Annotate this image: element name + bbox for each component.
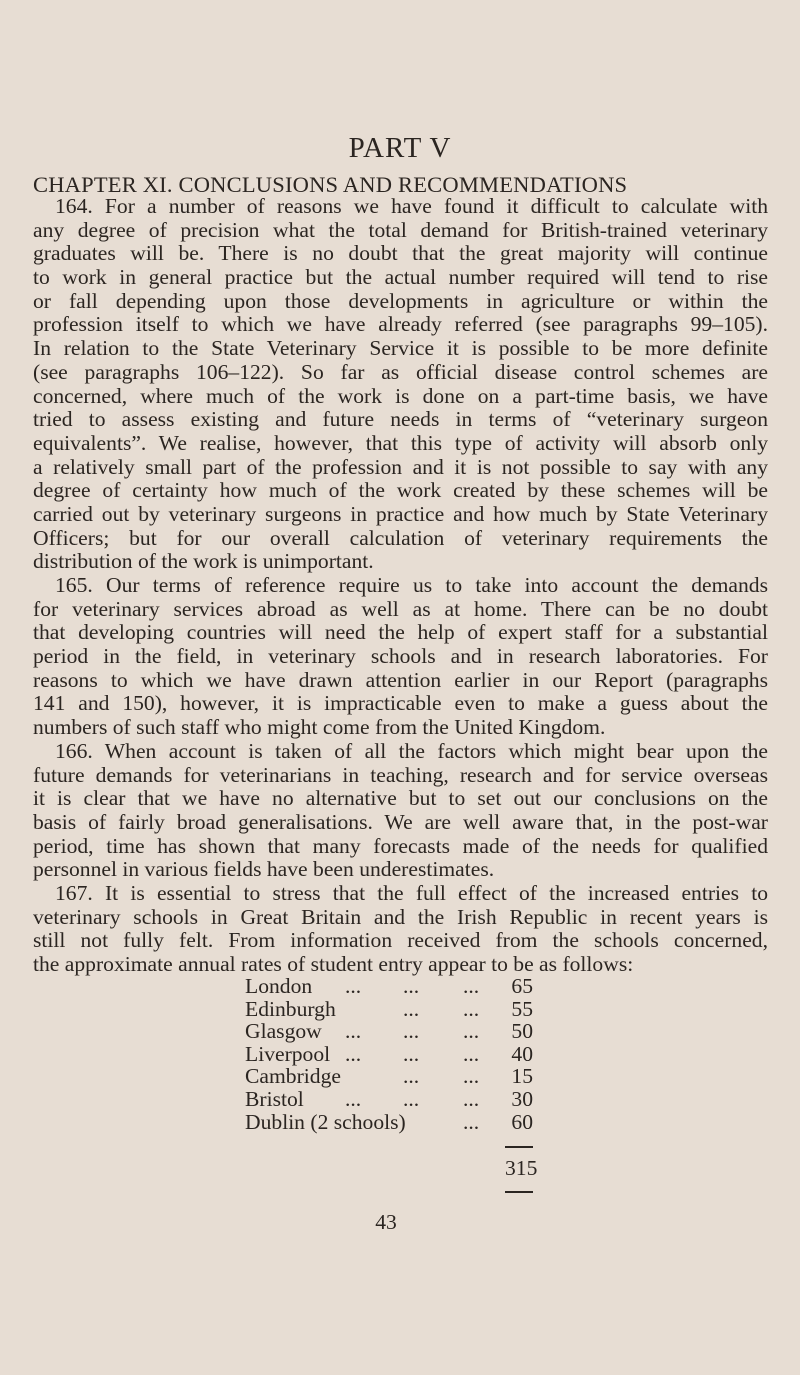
text-line: carried out by veterinary surgeons in practice and how much by State Veterinary bbox=[33, 501, 768, 526]
school-name: Dublin (2 schools) bbox=[245, 1109, 406, 1134]
text-line: period in the field, in veterinary schools and in research laboratories. For bbox=[33, 644, 768, 669]
page-number: 43 bbox=[375, 1210, 397, 1234]
text-line: tried to assess existing and future needs in terms of “veterinary surgeon bbox=[33, 407, 768, 432]
dot-leader: ... bbox=[463, 1019, 480, 1044]
text-line: veterinary schools in Great Britain and the Irish Republic in recent years is bbox=[33, 904, 768, 929]
school-name: London bbox=[245, 974, 313, 998]
chapter-title: CHAPTER XI. CONCLUSIONS AND RECOMMENDATIONS bbox=[33, 172, 628, 197]
text-line: reasons to which we have drawn attention earlier in our Report (paragraphs bbox=[33, 667, 768, 692]
text-line: any degree of precision what the total demand for British-trained veterinary bbox=[33, 217, 768, 242]
paragraph-165 bbox=[33, 574, 768, 740]
part-title: PART V bbox=[348, 132, 452, 164]
text-line: equivalents”. We realise, however, that this type of activity will absorb only bbox=[33, 430, 768, 455]
entry-value: 50 bbox=[511, 1019, 533, 1044]
paragraph-166 bbox=[33, 740, 768, 882]
text-line: Officers; but for our overall calculation of veterinary requirements the bbox=[33, 525, 768, 550]
dot-leader: ... bbox=[345, 974, 362, 998]
table-row bbox=[245, 1020, 545, 1043]
table-row bbox=[245, 975, 545, 998]
text-line: still not fully felt. From information received from the schools concerned, bbox=[33, 928, 768, 953]
entry-value: 55 bbox=[511, 996, 533, 1021]
dot-leader: ... bbox=[463, 974, 480, 998]
text-line: numbers of such staff who might come from the United Kingdom. bbox=[33, 715, 606, 740]
text-line: 167. It is essential to stress that the full effect of the increased entries to bbox=[55, 880, 768, 905]
text-line: 141 and 150), however, it is impracticable even to make a guess about the bbox=[33, 691, 768, 716]
text-line: personnel in various fields have been underestimates. bbox=[33, 857, 495, 882]
text-line: the approximate annual rates of student entry appear to be as follows: bbox=[33, 952, 634, 976]
text-line: distribution of the work is unimportant. bbox=[33, 549, 374, 574]
entry-value: 30 bbox=[511, 1086, 533, 1111]
dot-leader: ... bbox=[463, 996, 480, 1021]
text-line: period, time has shown that many forecasts made of the needs for qualified bbox=[33, 833, 768, 858]
text-line: concerned, where much of the work is done on a part-time basis, we have bbox=[33, 383, 768, 408]
dot-leader: ... bbox=[403, 1064, 420, 1089]
school-name: Bristol bbox=[245, 1086, 304, 1111]
text-line: that developing countries will need the help of expert staff for a substantial bbox=[33, 620, 768, 645]
table-row bbox=[245, 1111, 545, 1134]
text-line: (see paragraphs 106–122). So far as official disease control schemes are bbox=[33, 359, 768, 384]
dot-leader: ... bbox=[345, 1019, 362, 1044]
entry-value: 15 bbox=[511, 1064, 533, 1089]
entry-value: 60 bbox=[511, 1109, 533, 1134]
school-name: Edinburgh bbox=[245, 996, 336, 1021]
text-line: degree of certainty how much of the work created by these schemes will be bbox=[33, 478, 768, 503]
total-rule-top bbox=[505, 1146, 533, 1148]
text-line: graduates will be. There is no doubt that the great majority will continue bbox=[33, 241, 768, 266]
text-line: 166. When account is taken of all the factors which might bear upon the bbox=[55, 738, 768, 763]
dot-leader: ... bbox=[403, 1086, 420, 1111]
text-line: it is clear that we have no alternative but to set out our conclusions on the bbox=[33, 786, 768, 811]
text-line: for veterinary services abroad as well as at home. There can be no doubt bbox=[33, 596, 768, 621]
paragraph-167 bbox=[33, 882, 768, 977]
text-line: future demands for veterinarians in teaching, research and for service overseas bbox=[33, 762, 768, 787]
dot-leader: ... bbox=[345, 1086, 362, 1111]
text-line: 165. Our terms of reference require us to take into account the demands bbox=[55, 573, 768, 597]
dot-leader: ... bbox=[463, 1109, 480, 1134]
table-row bbox=[245, 998, 545, 1021]
text-line: a relatively small part of the profession and it is not possible to say with any bbox=[33, 454, 768, 479]
dot-leader: ... bbox=[463, 1086, 480, 1111]
student-entry-table bbox=[245, 975, 545, 1133]
paragraph-164 bbox=[33, 195, 768, 574]
total-value: 315 bbox=[505, 1156, 538, 1180]
dot-leader: ... bbox=[463, 1064, 480, 1089]
body-text bbox=[33, 195, 768, 977]
school-name: Liverpool bbox=[245, 1041, 331, 1066]
school-name: Glasgow bbox=[245, 1019, 322, 1044]
entry-value: 65 bbox=[511, 974, 533, 998]
text-line: In relation to the State Veterinary Service it is possible to be more definite bbox=[33, 336, 768, 361]
dot-leader: ... bbox=[463, 1041, 480, 1066]
dot-leader: ... bbox=[403, 1019, 420, 1044]
school-name: Cambridge bbox=[245, 1064, 341, 1089]
entry-value: 40 bbox=[511, 1041, 533, 1066]
dot-leader: ... bbox=[403, 996, 420, 1021]
text-line: to work in general practice but the actual number required will tend to rise bbox=[33, 265, 768, 290]
dot-leader: ... bbox=[403, 1041, 420, 1066]
total-rule-bottom bbox=[505, 1191, 533, 1193]
table-row bbox=[245, 1088, 545, 1111]
dot-leader: ... bbox=[345, 1041, 362, 1066]
table-row bbox=[245, 1065, 545, 1088]
dot-leader: ... bbox=[403, 974, 420, 998]
text-line: or fall depending upon those developments in agriculture or within the bbox=[33, 288, 768, 313]
text-line: basis of fairly broad generalisations. We are well aware that, in the post-war bbox=[33, 809, 768, 834]
text-line: 164. For a number of reasons we have found it difficult to calculate with bbox=[55, 194, 768, 218]
table-row bbox=[245, 1043, 545, 1066]
text-line: profession itself to which we have already referred (see paragraphs 99–105). bbox=[33, 312, 768, 337]
